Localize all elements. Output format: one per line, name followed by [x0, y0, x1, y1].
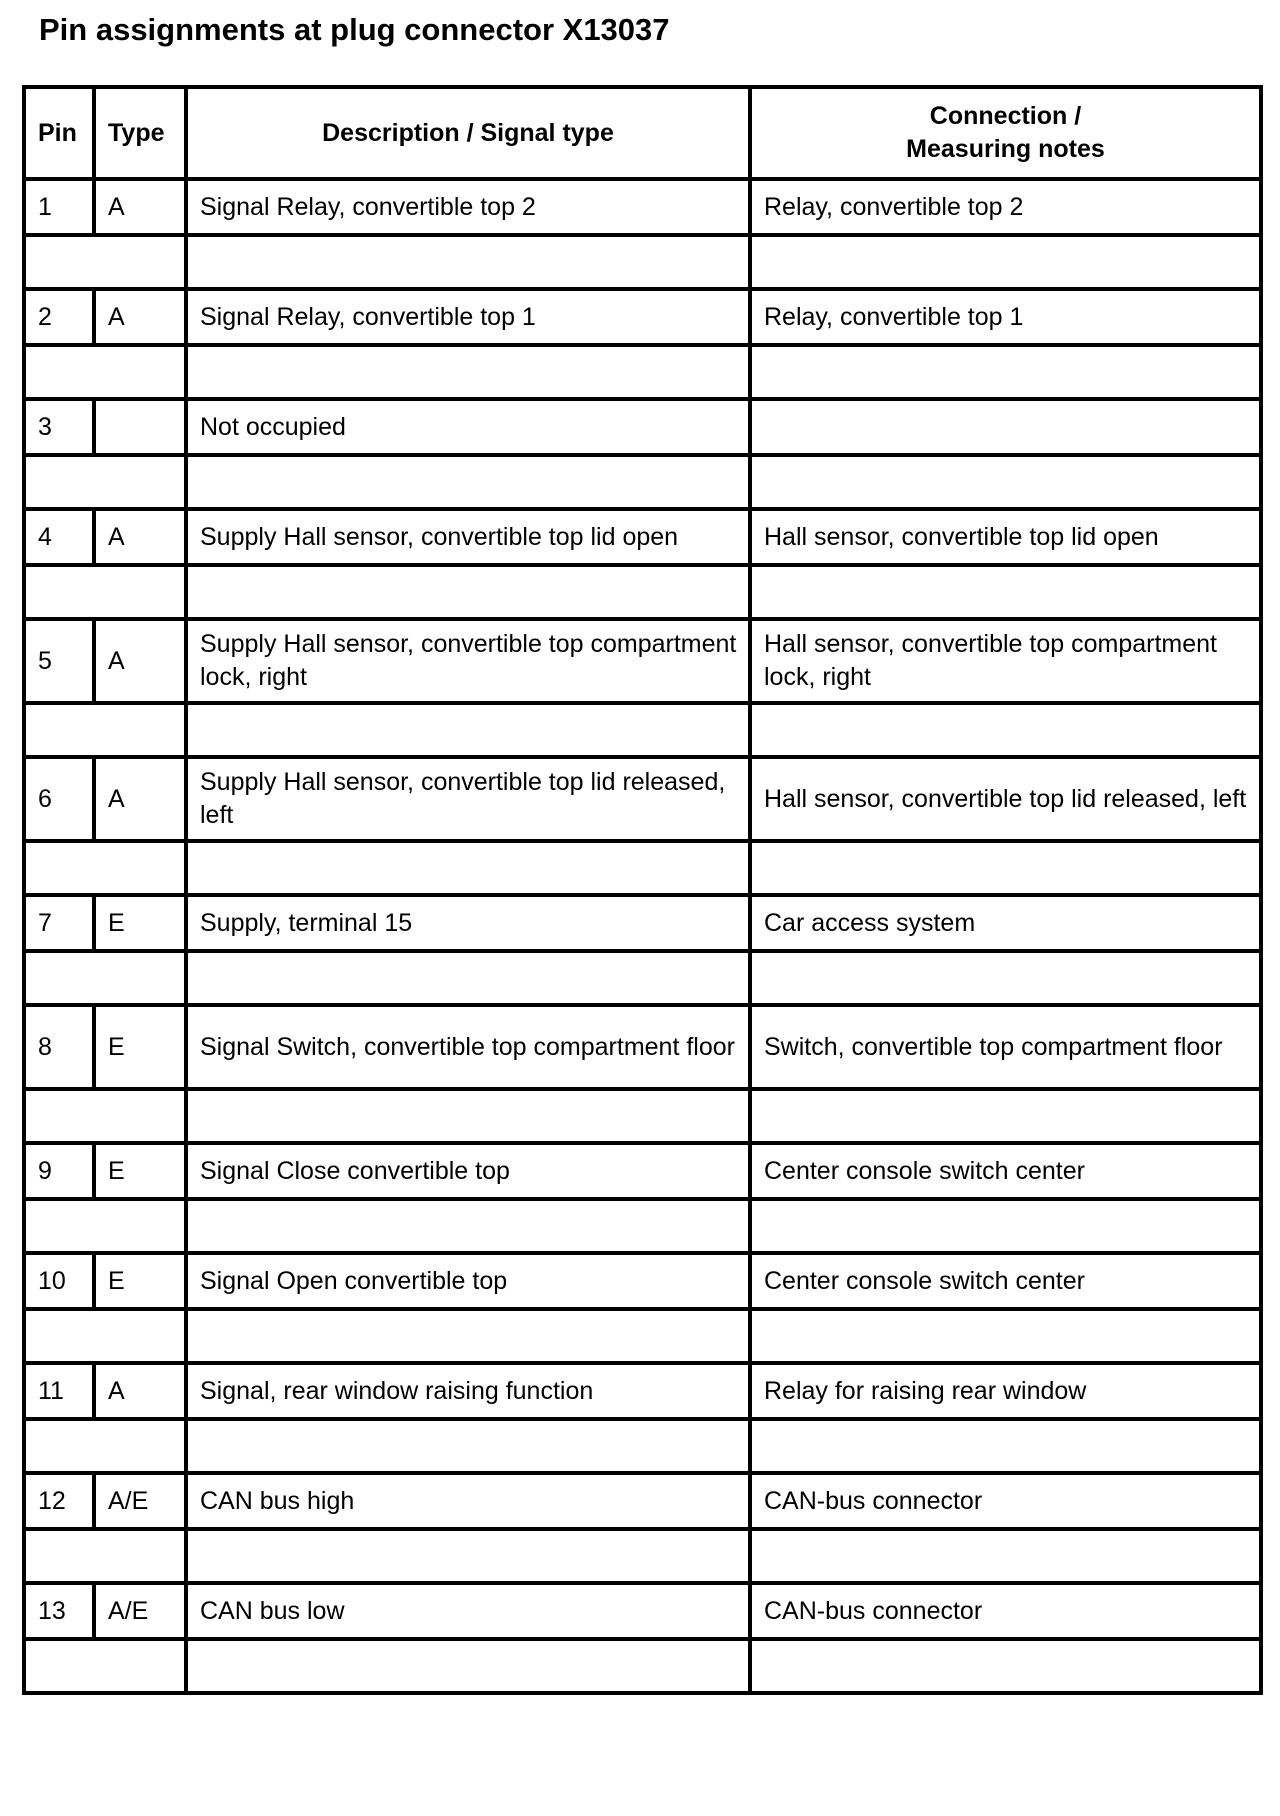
description-cell: Supply Hall sensor, convertible top compartment lock, right [186, 619, 750, 703]
type-cell: E [94, 895, 186, 951]
type-cell: A [94, 619, 186, 703]
description-cell: Signal Open convertible top [186, 1253, 750, 1309]
pin-cell: 8 [24, 1005, 94, 1089]
spacer-cell [24, 565, 186, 619]
description-cell: Signal Relay, convertible top 1 [186, 289, 750, 345]
connection-cell: CAN-bus connector [750, 1583, 1261, 1639]
type-cell: A [94, 1363, 186, 1419]
table-row [24, 1363, 1261, 1419]
connection-cell: Center console switch center [750, 1143, 1261, 1199]
spacer-cell [186, 1529, 750, 1583]
pin-cell: 2 [24, 289, 94, 345]
connection-cell: Hall sensor, convertible top compartment lock, right [750, 619, 1261, 703]
connection-cell: Relay for raising rear window [750, 1363, 1261, 1419]
type-cell: E [94, 1005, 186, 1089]
pin-cell: 1 [24, 179, 94, 235]
connection-cell: Car access system [750, 895, 1261, 951]
spacer-row [24, 1529, 1261, 1583]
table-row [24, 1473, 1261, 1529]
type-cell: A [94, 509, 186, 565]
pin-cell: 10 [24, 1253, 94, 1309]
spacer-row [24, 235, 1261, 289]
spacer-cell [186, 565, 750, 619]
table-row [24, 289, 1261, 345]
connection-cell: Relay, convertible top 1 [750, 289, 1261, 345]
description-cell: Signal Switch, convertible top compartment floor [186, 1005, 750, 1089]
spacer-cell [24, 455, 186, 509]
connection-cell: Hall sensor, convertible top lid released, left [750, 757, 1261, 841]
spacer-cell [186, 841, 750, 895]
pin-cell: 9 [24, 1143, 94, 1199]
table-row [24, 619, 1261, 703]
spacer-row [24, 1199, 1261, 1253]
table-row [24, 1005, 1261, 1089]
spacer-cell [750, 345, 1261, 399]
pin-cell: 7 [24, 895, 94, 951]
document-title: Pin assignments at plug connector X13037 [39, 12, 670, 47]
header-connection-line2: Measuring notes [906, 135, 1105, 163]
table-row [24, 1143, 1261, 1199]
table-header-row [24, 87, 1261, 179]
spacer-cell [24, 1639, 186, 1693]
spacer-cell [24, 1309, 186, 1363]
connection-cell: CAN-bus connector [750, 1473, 1261, 1529]
spacer-cell [24, 841, 186, 895]
pin-cell: 3 [24, 399, 94, 455]
table-row [24, 895, 1261, 951]
pin-cell: 11 [24, 1363, 94, 1419]
description-cell: Signal Close convertible top [186, 1143, 750, 1199]
pin-cell: 6 [24, 757, 94, 841]
spacer-cell [24, 703, 186, 757]
spacer-cell [750, 1089, 1261, 1143]
connection-cell: Relay, convertible top 2 [750, 179, 1261, 235]
description-cell: Signal Relay, convertible top 2 [186, 179, 750, 235]
spacer-cell [750, 455, 1261, 509]
spacer-cell [186, 235, 750, 289]
spacer-cell [186, 1639, 750, 1693]
spacer-cell [750, 1529, 1261, 1583]
spacer-row [24, 1089, 1261, 1143]
connection-cell [750, 399, 1261, 455]
spacer-row [24, 951, 1261, 1005]
spacer-cell [750, 951, 1261, 1005]
spacer-row [24, 1309, 1261, 1363]
description-cell: CAN bus low [186, 1583, 750, 1639]
spacer-cell [186, 345, 750, 399]
spacer-cell [750, 1199, 1261, 1253]
spacer-cell [750, 703, 1261, 757]
table-row [24, 757, 1261, 841]
type-cell: E [94, 1143, 186, 1199]
spacer-cell [24, 1419, 186, 1473]
spacer-row [24, 841, 1261, 895]
type-cell [94, 399, 186, 455]
spacer-cell [24, 1089, 186, 1143]
connection-cell: Hall sensor, convertible top lid open [750, 509, 1261, 565]
spacer-cell [750, 1419, 1261, 1473]
header-pin: Pin [24, 87, 94, 179]
description-cell: Supply Hall sensor, convertible top lid released, left [186, 757, 750, 841]
pin-cell: 13 [24, 1583, 94, 1639]
pin-cell: 12 [24, 1473, 94, 1529]
table-row [24, 1583, 1261, 1639]
spacer-cell [24, 1529, 186, 1583]
type-cell: A [94, 179, 186, 235]
spacer-row [24, 703, 1261, 757]
description-cell: Signal, rear window raising function [186, 1363, 750, 1419]
connection-cell: Switch, convertible top compartment floor [750, 1005, 1261, 1089]
spacer-cell [750, 235, 1261, 289]
pin-cell: 4 [24, 509, 94, 565]
type-cell: A/E [94, 1583, 186, 1639]
spacer-cell [186, 951, 750, 1005]
table-row [24, 399, 1261, 455]
header-connection [750, 87, 1261, 179]
header-description: Description / Signal type [186, 87, 750, 179]
spacer-cell [750, 1309, 1261, 1363]
type-cell: A [94, 289, 186, 345]
type-cell: A/E [94, 1473, 186, 1529]
spacer-cell [24, 235, 186, 289]
table-row [24, 179, 1261, 235]
header-type: Type [94, 87, 186, 179]
spacer-row [24, 1419, 1261, 1473]
spacer-row [24, 565, 1261, 619]
spacer-row [24, 345, 1261, 399]
spacer-row [24, 455, 1261, 509]
spacer-row [24, 1639, 1261, 1693]
pin-cell: 5 [24, 619, 94, 703]
table-body [24, 179, 1261, 1693]
connection-cell: Center console switch center [750, 1253, 1261, 1309]
spacer-cell [186, 1309, 750, 1363]
header-connection-line1: Connection / [929, 102, 1082, 130]
spacer-cell [24, 345, 186, 399]
spacer-cell [750, 1639, 1261, 1693]
description-cell: Supply Hall sensor, convertible top lid open [186, 509, 750, 565]
description-cell: Not occupied [186, 399, 750, 455]
description-cell: Supply, terminal 15 [186, 895, 750, 951]
spacer-cell [186, 1089, 750, 1143]
spacer-cell [24, 951, 186, 1005]
type-cell: A [94, 757, 186, 841]
spacer-cell [186, 1199, 750, 1253]
table-row [24, 509, 1261, 565]
spacer-cell [186, 455, 750, 509]
spacer-cell [186, 1419, 750, 1473]
spacer-cell [750, 565, 1261, 619]
description-cell: CAN bus high [186, 1473, 750, 1529]
spacer-cell [186, 703, 750, 757]
spacer-cell [750, 841, 1261, 895]
pin-assignment-table [22, 85, 1263, 1695]
spacer-cell [24, 1199, 186, 1253]
type-cell: E [94, 1253, 186, 1309]
table-row [24, 1253, 1261, 1309]
